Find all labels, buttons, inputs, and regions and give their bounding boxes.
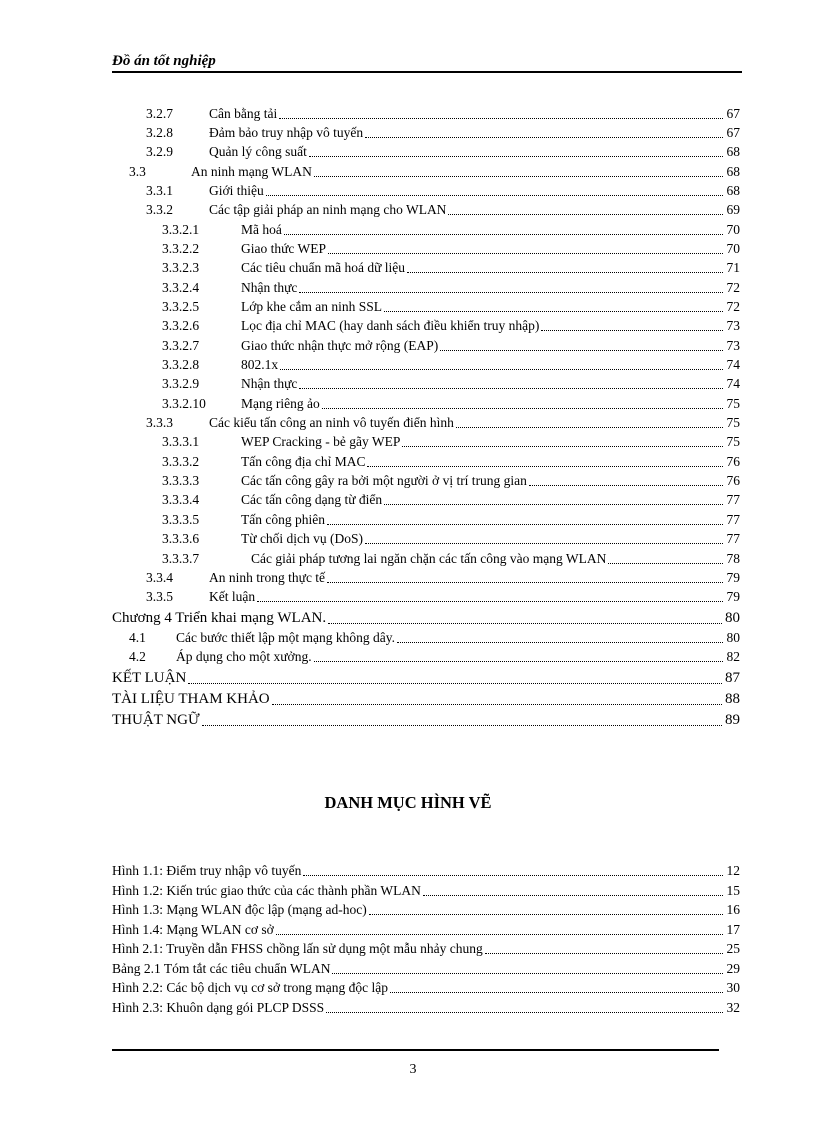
toc-entry-page: 82 — [726, 649, 740, 664]
toc-entry — [0, 627, 740, 646]
toc-entry — [0, 103, 740, 122]
figure-entry-title: Bảng 2.1 Tóm tắt các tiêu chuẩn WLAN — [112, 960, 331, 976]
toc-entry — [0, 606, 740, 627]
toc-dot-leader — [448, 214, 723, 215]
figure-entry — [0, 938, 740, 957]
toc-entry — [0, 257, 740, 276]
toc-entry — [0, 122, 740, 141]
toc-entry-page: 77 — [726, 531, 740, 546]
toc-entry-page: 73 — [726, 338, 740, 353]
toc-dot-leader — [541, 330, 723, 331]
figure-entry — [0, 958, 740, 977]
figure-dot-leader — [276, 934, 723, 935]
toc-entry-title: Các bước thiết lập một mạng không dây. — [176, 630, 396, 645]
figure-entry — [0, 860, 740, 879]
toc-entry-page: 76 — [726, 454, 740, 469]
figure-entry-title: Hình 1.1: Điểm truy nhập vô tuyến — [112, 863, 302, 878]
toc-entry-page: 77 — [726, 492, 740, 507]
toc-entry-title: Các tấn công dạng từ điển — [241, 492, 383, 507]
toc-entry-number: 3.3.3.1 — [162, 434, 200, 449]
toc-entry — [0, 412, 740, 431]
toc-dot-leader — [314, 661, 723, 662]
toc-entry — [0, 141, 740, 160]
figure-entry-title: Hình 1.2: Kiến trúc giao thức của các thành phần WLAN — [112, 882, 421, 898]
figure-dot-leader — [326, 1012, 723, 1013]
toc-entry-title: Các giải pháp tương lai ngăn chặn các tấn công vào mạng WLAN — [251, 551, 607, 566]
toc-dot-leader — [327, 524, 723, 525]
toc-entry-page: 75 — [726, 415, 740, 430]
toc-entry — [0, 548, 740, 567]
toc-entry-title: Giao thức nhận thực mở rộng (EAP) — [241, 338, 439, 353]
toc-entry — [0, 586, 740, 605]
figure-entry-title: Hình 2.1: Truyền dẫn FHSS chồng lấn sử dụng một mẫu nhảy chung — [112, 941, 483, 956]
toc-entry-title: Đảm bảo truy nhập vô tuyến — [209, 125, 364, 140]
toc-entry-title: Mạng riêng ảo — [241, 396, 320, 411]
toc-entry-title: Lọc địa chỉ MAC (hay danh sách điều khiển truy nhập) — [241, 318, 540, 333]
figure-entry — [0, 919, 740, 938]
toc-entry-title: Các tấn công gây ra bởi một người ở vị trí trung gian — [241, 473, 527, 488]
figure-entry-page: 16 — [726, 902, 740, 917]
toc-entry — [0, 199, 740, 218]
toc-entry-number: 3.3.2.1 — [162, 222, 200, 237]
toc-entry-number: 3.3.2 — [146, 202, 173, 217]
toc-entry-number: 3.3.3 — [146, 415, 173, 430]
toc-entry — [0, 708, 740, 729]
toc-entry-number: 3.3.2.2 — [162, 241, 200, 256]
toc-entry-page: 89 — [725, 712, 740, 728]
toc-dot-leader — [440, 350, 723, 351]
toc-entry-title: Cân bằng tải — [209, 106, 278, 121]
toc-entry-page: 80 — [726, 630, 740, 645]
toc-entry-number: 3.3.3.5 — [162, 512, 200, 527]
figure-entry-page: 29 — [726, 960, 740, 976]
toc-entry-title: Giao thức WEP — [241, 241, 327, 256]
toc-entry-title: Tấn công phiên — [241, 512, 325, 527]
toc-entry-title: Quản lý công suất — [209, 144, 307, 159]
toc-entry-page: 70 — [726, 241, 740, 256]
figure-entry-title: Hình 2.2: Các bộ dịch vụ cơ sở trong mạng độc lập — [112, 980, 388, 995]
toc-entry-number: 3.3.2.5 — [162, 299, 200, 314]
figure-dot-leader — [390, 992, 723, 993]
footer-rule — [112, 1049, 719, 1051]
toc-entry — [0, 646, 740, 665]
toc-dot-leader — [384, 504, 723, 505]
figures-heading: DANH MỤC HÌNH VẼ — [324, 793, 492, 812]
toc-entry-page: 68 — [726, 144, 740, 159]
toc-dot-leader — [367, 466, 723, 467]
toc-entry-title: An ninh trong thực tế — [209, 570, 326, 585]
toc-dot-leader — [322, 408, 723, 409]
toc-entry — [0, 219, 740, 238]
figure-entry-page: 12 — [726, 863, 740, 878]
running-header-title: Đồ án tốt nghiệp — [112, 53, 216, 69]
toc-dot-leader — [407, 272, 723, 273]
figure-entry-title: Hình 1.4: Mạng WLAN cơ sở — [112, 921, 274, 937]
toc-entry-title: Mã hoá — [241, 222, 282, 237]
toc-entry-title: Các kiểu tấn công an ninh vô tuyến điển hình — [209, 415, 454, 430]
toc-entry — [0, 431, 740, 450]
toc-entry-page: 70 — [726, 222, 740, 237]
toc-entry — [0, 335, 740, 354]
toc-entry-page: 80 — [725, 610, 740, 626]
toc-entry — [0, 277, 740, 296]
toc-entry-number: 3.3.3.3 — [162, 473, 200, 488]
toc-entry-page: 74 — [726, 357, 740, 372]
toc-entry-title: Chương 4 Triển khai mạng WLAN. — [112, 610, 327, 626]
toc-entry — [0, 509, 740, 528]
figure-entry-page: 17 — [726, 921, 740, 937]
toc-entry-number: 3.3.2.6 — [162, 318, 200, 333]
toc-entry-title: 802.1x — [241, 357, 279, 372]
figure-entry — [0, 880, 740, 899]
toc-entry — [0, 567, 740, 586]
toc-entry-page: 79 — [726, 570, 740, 585]
toc-dot-leader — [257, 601, 723, 602]
toc-entry-page: 74 — [726, 376, 740, 391]
figure-entry — [0, 899, 740, 918]
toc-dot-leader — [272, 704, 722, 705]
toc-entry-page: 68 — [726, 164, 740, 179]
toc-dot-leader — [188, 683, 722, 684]
toc-entry — [0, 393, 740, 412]
figure-entry-page: 25 — [726, 941, 740, 956]
figure-entry-page: 15 — [726, 882, 740, 898]
toc-entry-title: Từ chối dịch vụ (DoS) — [241, 531, 364, 546]
page-number: 3 — [409, 1062, 417, 1077]
toc-entry-title: Nhận thực — [241, 376, 298, 391]
toc-entry-page: 88 — [725, 691, 740, 707]
toc-entry — [0, 470, 740, 489]
toc-dot-leader — [397, 642, 723, 643]
toc-entry — [0, 666, 740, 687]
toc-dot-leader — [402, 446, 723, 447]
toc-dot-leader — [279, 118, 723, 119]
toc-entry-title: WEP Cracking - bẻ gãy WEP — [241, 434, 401, 449]
toc-entry-page: 76 — [726, 473, 740, 488]
toc-entry-number: 3.3.2.4 — [162, 280, 200, 295]
figure-entry-title: Hình 2.3: Khuôn dạng gói PLCP DSSS — [112, 999, 325, 1015]
toc-entry-page: 75 — [726, 434, 740, 449]
toc-dot-leader — [280, 369, 723, 370]
toc-entry-title: Tấn công địa chỉ MAC — [241, 454, 366, 469]
toc-entry-number: 3.3.3.4 — [162, 492, 200, 507]
toc-entry — [0, 373, 740, 392]
toc-entry — [0, 296, 740, 315]
toc-entry — [0, 315, 740, 334]
toc-entry-title: Lớp khe cắm an ninh SSL — [241, 299, 382, 314]
toc-dot-leader — [284, 234, 723, 235]
toc-entry-number: 3.3.2.3 — [162, 260, 200, 275]
toc-entry-title: Các tiêu chuẩn mã hoá dữ liệu — [241, 260, 406, 275]
figure-entry-page: 30 — [726, 980, 740, 995]
figure-entry — [0, 997, 740, 1016]
figure-entry-page: 32 — [726, 999, 740, 1015]
toc-entry-page: 67 — [726, 106, 740, 121]
toc-entry-number: 3.3.3.7 — [162, 551, 200, 566]
toc-entry-number: 3.3.5 — [146, 589, 173, 604]
figure-dot-leader — [303, 875, 723, 876]
toc-dot-leader — [328, 623, 722, 624]
toc-entry-page: 72 — [726, 280, 740, 295]
toc-entry — [0, 238, 740, 257]
toc-entry-page: 72 — [726, 299, 740, 314]
toc-entry — [0, 528, 740, 547]
toc-entry-number: 3.2.7 — [146, 106, 173, 121]
toc-dot-leader — [299, 292, 723, 293]
toc-entry-title: Các tập giải pháp an ninh mạng cho WLAN — [209, 202, 447, 217]
toc-entry-number: 3.3.3.6 — [162, 531, 200, 546]
toc-dot-leader — [309, 156, 723, 157]
toc-dot-leader — [314, 176, 723, 177]
toc-dot-leader — [365, 137, 723, 138]
toc-entry-title: TÀI LIỆU THAM KHẢO — [112, 691, 270, 707]
header-rule — [112, 71, 742, 73]
toc-entry-page: 77 — [726, 512, 740, 527]
figure-dot-leader — [332, 973, 723, 974]
toc-entry-number: 3.2.8 — [146, 125, 173, 140]
toc-entry-number: 3.2.9 — [146, 144, 173, 159]
toc-entry — [0, 161, 740, 180]
toc-dot-leader — [384, 311, 723, 312]
toc-entry-title: THUẬT NGỮ — [112, 712, 200, 728]
toc-dot-leader — [266, 195, 723, 196]
toc-entry-number: 3.3.3.2 — [162, 454, 200, 469]
toc-entry — [0, 687, 740, 708]
toc-entry-title: Kết luận — [209, 589, 256, 604]
toc-entry — [0, 489, 740, 508]
toc-entry-number: 3.3.2.7 — [162, 338, 200, 353]
toc-dot-leader — [328, 253, 723, 254]
toc-entry-number: 3.3.2.10 — [162, 396, 206, 411]
toc-dot-leader — [202, 725, 722, 726]
toc-entry-number: 3.3.2.8 — [162, 357, 200, 372]
toc-entry-number: 3.3.1 — [146, 183, 173, 198]
toc-dot-leader — [529, 485, 723, 486]
toc-entry-page: 78 — [726, 551, 740, 566]
toc-entry-number: 4.2 — [129, 649, 146, 664]
toc-entry-title: KẾT LUẬN — [112, 670, 187, 686]
toc-dot-leader — [608, 563, 723, 564]
toc-entry-page: 87 — [725, 670, 740, 686]
toc-dot-leader — [299, 388, 723, 389]
toc-entry-title: An ninh mạng WLAN — [191, 164, 312, 179]
toc-entry-title: Nhận thực — [241, 280, 298, 295]
toc-entry-number: 3.3 — [129, 164, 146, 179]
toc-entry — [0, 451, 740, 470]
toc-entry-number: 3.3.4 — [146, 570, 173, 585]
toc-entry-page: 67 — [726, 125, 740, 140]
toc-entry — [0, 354, 740, 373]
figure-dot-leader — [369, 914, 723, 915]
toc-entry-page: 75 — [726, 396, 740, 411]
figure-entry-title: Hình 1.3: Mạng WLAN độc lập (mạng ad-hoc) — [112, 902, 367, 917]
toc-entry-number: 4.1 — [129, 630, 146, 645]
toc-entry — [0, 180, 740, 199]
toc-dot-leader — [327, 582, 723, 583]
toc-entry-page: 69 — [726, 202, 740, 217]
figure-dot-leader — [485, 953, 723, 954]
toc-entry-page: 68 — [726, 183, 740, 198]
figure-dot-leader — [423, 895, 723, 896]
toc-entry-title: Giới thiệu — [209, 183, 264, 198]
toc-entry-page: 71 — [726, 260, 740, 275]
toc-entry-page: 73 — [726, 318, 740, 333]
toc-dot-leader — [365, 543, 723, 544]
toc-entry-page: 79 — [726, 589, 740, 604]
figure-entry — [0, 977, 740, 996]
toc-dot-leader — [456, 427, 723, 428]
toc-entry-number: 3.3.2.9 — [162, 376, 200, 391]
toc-entry-title: Áp dụng cho một xưởng. — [176, 649, 312, 664]
